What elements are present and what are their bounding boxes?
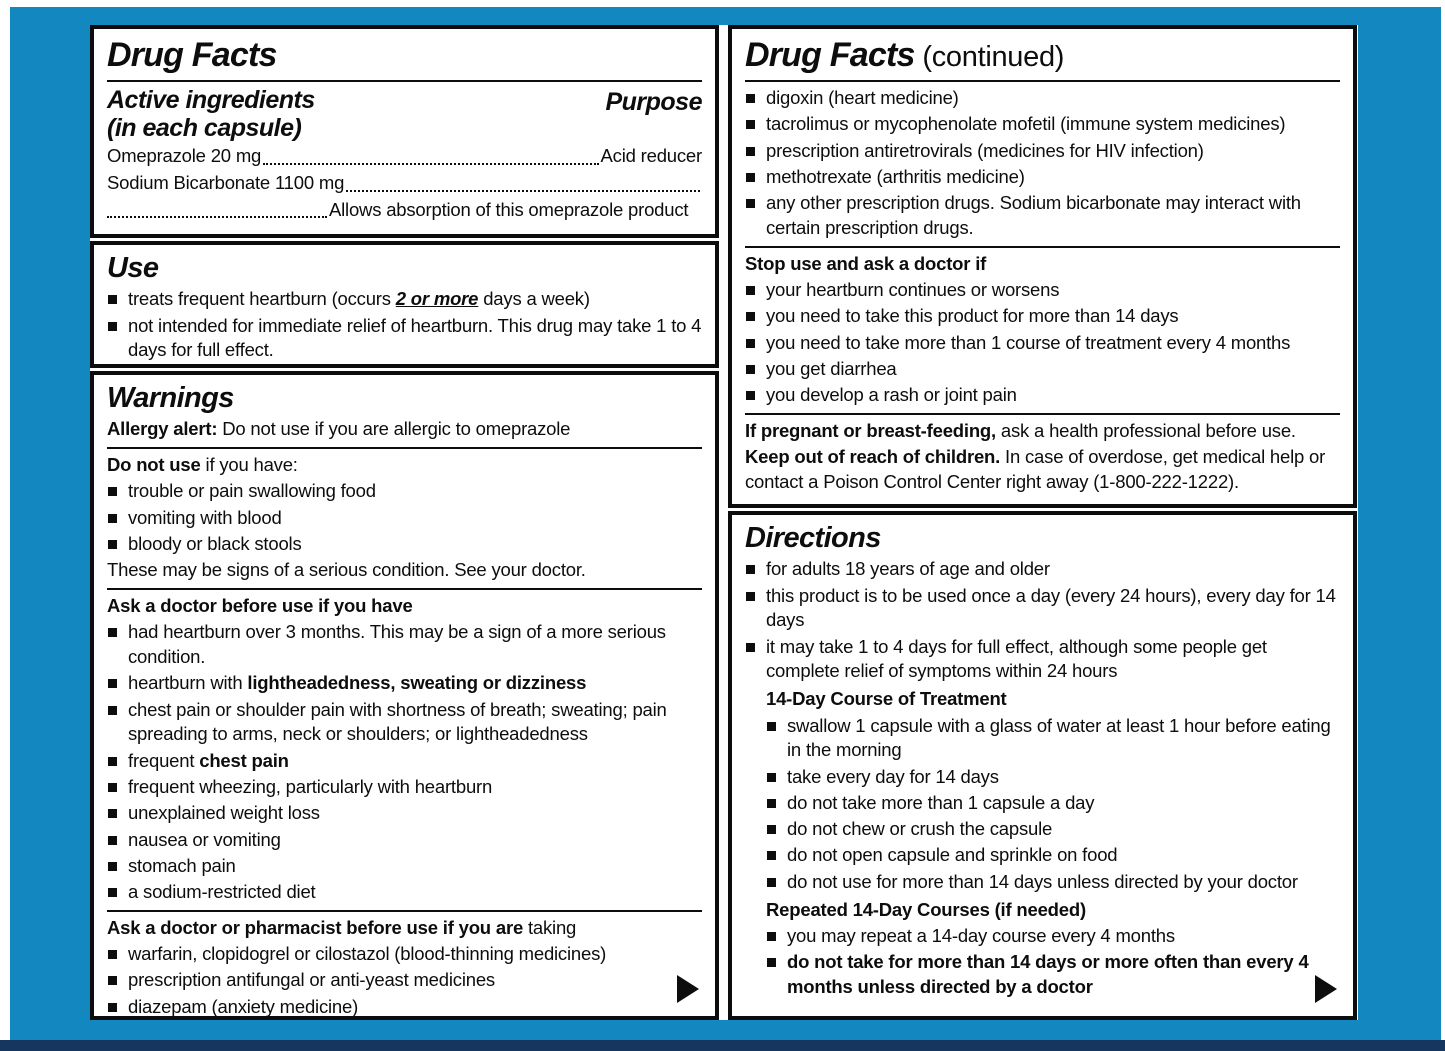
list-item: do not take more than 1 capsule a day bbox=[766, 791, 1340, 816]
drug-facts-continued-title: Drug Facts (continued) bbox=[745, 36, 1065, 74]
list-item: stomach pain bbox=[107, 854, 702, 879]
stop-use-list bbox=[745, 278, 1340, 408]
course-list bbox=[766, 714, 1340, 895]
list-item: frequent wheezing, particularly with heartburn bbox=[107, 775, 702, 800]
list-item: swallow 1 capsule with a glass of water at least 1 hour before eating in the morning bbox=[766, 714, 1340, 764]
list-item: you may repeat a 14-day course every 4 months bbox=[766, 924, 1340, 949]
list-item: not intended for immediate relief of heartburn. This drug may take 1 to 4 days for full effect. bbox=[107, 314, 702, 364]
list-item: you need to take more than 1 course of treatment every 4 months bbox=[745, 331, 1340, 356]
list-item: diazepam (anxiety medicine) bbox=[107, 995, 702, 1020]
list-item: nausea or vomiting bbox=[107, 828, 702, 853]
directions-title: Directions bbox=[745, 522, 881, 554]
list-item: you get diarrhea bbox=[745, 357, 1340, 382]
list-item: chest pain or shoulder pain with shortness of breath; sweating; pain spreading to arms, neck or shoulders; or lightheadedness bbox=[107, 698, 702, 748]
repeat-heading: Repeated 14-Day Courses (if needed) bbox=[766, 898, 1086, 920]
list-item: trouble or pain swallowing food bbox=[107, 479, 702, 504]
warnings-panel bbox=[90, 371, 719, 1020]
continued-suffix: (continued) bbox=[914, 41, 1065, 73]
list-item: treats frequent heartburn (occurs 2 or more days a week) bbox=[107, 287, 702, 312]
list-item: you need to take this product for more than 14 days bbox=[745, 304, 1340, 329]
ingredient-name: Omeprazole 20 mg bbox=[107, 145, 262, 167]
warnings-title: Warnings bbox=[107, 382, 234, 414]
list-item: prescription antiretrovirals (medicines for HIV infection) bbox=[745, 139, 1340, 164]
ask-doctor-list bbox=[107, 620, 702, 905]
course-heading: 14-Day Course of Treatment bbox=[766, 688, 1007, 710]
list-item: bloody or black stools bbox=[107, 532, 702, 557]
use-panel bbox=[90, 241, 719, 368]
list-item: had heartburn over 3 months. This may be a sign of a more serious condition. bbox=[107, 620, 702, 670]
list-item: warfarin, clopidogrel or cilostazol (blood-thinning medicines) bbox=[107, 942, 702, 967]
ask-pharmacist-heading: Ask a doctor or pharmacist before use if you are taking bbox=[107, 916, 577, 938]
list-item: this product is to be used once a day (every 24 hours), every day for 14 days bbox=[745, 584, 1340, 634]
list-item: frequent chest pain bbox=[107, 749, 702, 774]
active-ingredients-heading: Active ingredients (in each capsule) bbox=[107, 86, 315, 143]
drug-facts-label bbox=[90, 25, 1358, 1020]
divider bbox=[107, 910, 702, 912]
divider bbox=[745, 246, 1340, 248]
list-item: it may take 1 to 4 days for full effect, although some people get complete relief of symptoms within 24 hours bbox=[745, 635, 1340, 685]
use-list bbox=[107, 287, 702, 363]
ingredient-row bbox=[107, 198, 702, 223]
dot-leader bbox=[346, 190, 700, 192]
interaction-drugs-list bbox=[745, 86, 1340, 241]
list-item: do not use for more than 14 days unless directed by your doctor bbox=[766, 870, 1340, 895]
pregnant-warning: If pregnant or breast-feeding, ask a health professional before use. bbox=[745, 419, 1296, 441]
bottom-navy-strip bbox=[0, 1040, 1445, 1051]
list-item: do not take for more than 14 days or more often than every 4 months unless directed by a doctor bbox=[766, 950, 1340, 1000]
serious-condition-note: These may be signs of a serious condition. See your doctor. bbox=[107, 559, 586, 581]
divider bbox=[107, 447, 702, 449]
list-item: your heartburn continues or worsens bbox=[745, 278, 1340, 303]
use-title: Use bbox=[107, 252, 159, 284]
active-ingredients-panel bbox=[90, 25, 719, 238]
list-item: do not open capsule and sprinkle on food bbox=[766, 843, 1340, 868]
ask-pharmacist-list bbox=[107, 942, 702, 1019]
purpose-heading: Purpose bbox=[605, 88, 702, 117]
drug-facts-title: Drug Facts bbox=[107, 36, 277, 74]
ingredient-row bbox=[107, 171, 702, 196]
right-column bbox=[728, 25, 1357, 1020]
list-item: unexplained weight loss bbox=[107, 801, 702, 826]
list-item: for adults 18 years of age and older bbox=[745, 557, 1340, 582]
continued-panel bbox=[728, 25, 1357, 508]
continue-arrow-icon bbox=[677, 975, 699, 1003]
keep-out-of-reach-warning: Keep out of reach of children. In case of overdose, get medical help or contact a Poison Control Center right away (1-800-222-1222). bbox=[745, 445, 1326, 492]
ask-doctor-heading: Ask a doctor before use if you have bbox=[107, 595, 413, 617]
ingredient-row bbox=[107, 144, 702, 169]
allergy-alert-text: Allergy alert: Do not use if you are allergic to omeprazole bbox=[107, 418, 571, 440]
list-item: any other prescription drugs. Sodium bicarbonate may interact with certain prescription drugs. bbox=[745, 191, 1340, 241]
ingredient-purpose: Acid reducer bbox=[600, 145, 702, 167]
do-not-use-heading: Do not use if you have: bbox=[107, 454, 298, 476]
divider bbox=[107, 80, 702, 82]
divider bbox=[745, 413, 1340, 415]
divider bbox=[745, 80, 1340, 82]
divider bbox=[107, 588, 702, 590]
list-item: heartburn with lightheadedness, sweating or dizziness bbox=[107, 671, 702, 696]
list-item: vomiting with blood bbox=[107, 506, 702, 531]
list-item: tacrolimus or mycophenolate mofetil (immune system medicines) bbox=[745, 112, 1340, 137]
continue-arrow-icon bbox=[1315, 975, 1337, 1003]
dot-leader bbox=[107, 216, 327, 218]
directions-panel bbox=[728, 511, 1357, 1020]
stop-use-heading: Stop use and ask a doctor if bbox=[745, 252, 987, 274]
directions-list bbox=[745, 557, 1340, 684]
list-item: take every day for 14 days bbox=[766, 765, 1340, 790]
list-item: prescription antifungal or anti-yeast medicines bbox=[107, 968, 702, 993]
list-item: you develop a rash or joint pain bbox=[745, 383, 1340, 408]
list-item: do not chew or crush the capsule bbox=[766, 817, 1340, 842]
ingredient-purpose: Allows absorption of this omeprazole product bbox=[329, 198, 689, 220]
ingredients-header-row bbox=[107, 86, 702, 142]
do-not-use-list bbox=[107, 479, 702, 556]
repeat-list bbox=[766, 924, 1340, 1000]
dot-leader bbox=[263, 163, 598, 165]
list-item: digoxin (heart medicine) bbox=[745, 86, 1340, 111]
left-column bbox=[90, 25, 719, 1020]
list-item: methotrexate (arthritis medicine) bbox=[745, 165, 1340, 190]
list-item: a sodium-restricted diet bbox=[107, 880, 702, 905]
ingredient-name: Sodium Bicarbonate 1100 mg bbox=[107, 171, 345, 193]
